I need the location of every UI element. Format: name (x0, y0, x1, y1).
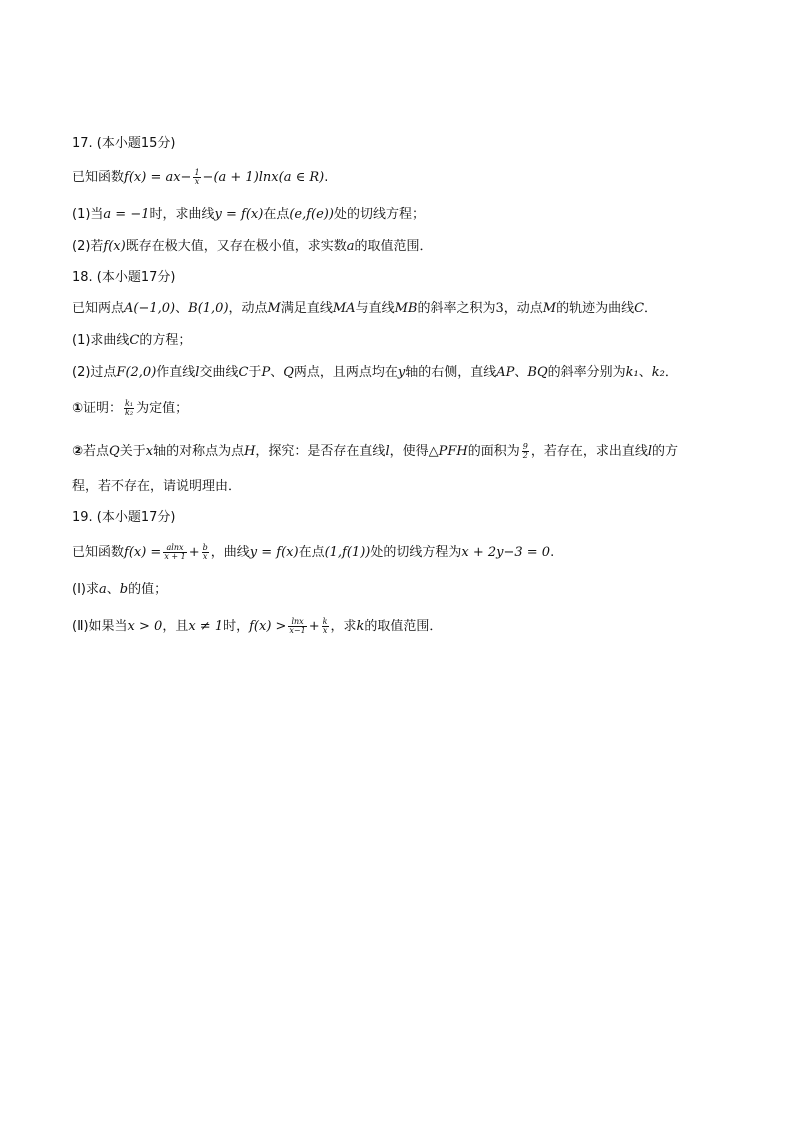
text: 与直线 (355, 301, 395, 316)
fraction-numerator: 1 (194, 168, 200, 177)
text: ，探究：是否存在直线 (255, 444, 386, 459)
text: 在点 (263, 207, 290, 222)
math: H (244, 444, 256, 459)
math: B(1,0) (188, 301, 229, 316)
fraction-denominator: x (202, 552, 208, 561)
math: −(a + 1)lnx(a ∈ R) (202, 170, 325, 185)
fraction-denominator: x (322, 626, 328, 635)
text: (Ⅱ)如果当 (72, 619, 128, 634)
math: MB (394, 301, 418, 316)
q18-claim2-continued: 程，若不存在，请说明理由． (72, 479, 242, 494)
text: . (550, 545, 555, 560)
q19-part1 (72, 580, 167, 600)
text: 轴的右侧，直线 (405, 365, 497, 380)
q17-part2 (72, 237, 433, 257)
math: (1,f(1)) (324, 545, 371, 560)
q18-part1 (72, 331, 191, 351)
math: 3 (495, 301, 504, 316)
fraction-numerator: b (202, 543, 208, 552)
text: 作直线 (156, 365, 196, 380)
fraction (202, 544, 209, 561)
math: l (647, 444, 653, 459)
text: ，动点 (503, 301, 543, 316)
fraction-numerator: 9 (522, 442, 528, 451)
math: x ≠ 1 (188, 619, 224, 634)
fraction-numerator: alnx (163, 544, 186, 553)
fraction (163, 544, 186, 561)
text: 的斜率之积为 (417, 301, 496, 316)
math: + (188, 545, 200, 560)
text: 时， (223, 619, 250, 634)
math: l (195, 365, 200, 380)
fraction-denominator: x−1 (289, 626, 306, 635)
text: 的方程； (139, 333, 192, 348)
text: 证明： (83, 401, 123, 416)
math: a = −1 (103, 207, 150, 222)
q18-part2 (72, 363, 678, 383)
fraction (288, 618, 306, 635)
math: A(−1,0) (124, 301, 176, 316)
text: 、 (270, 365, 284, 380)
text: 已知函数 (72, 545, 125, 560)
math: F(2,0) (116, 365, 157, 380)
fraction-numerator: lnx (288, 618, 306, 627)
text: (1)当 (72, 207, 104, 222)
text: 的取值范围． (364, 619, 443, 634)
text: 时，求曲线 (149, 207, 215, 222)
math: x + 2y−3 = 0 (461, 545, 551, 560)
text: 于 (248, 365, 262, 380)
fraction-numerator: k (322, 617, 328, 626)
text: 的轨迹为曲线 (556, 301, 635, 316)
text: ，且 (162, 619, 189, 634)
fraction-denominator: k₂ (125, 408, 134, 417)
text: 的斜率分别为 (547, 365, 626, 380)
text: 在点 (298, 545, 325, 560)
math: y = f(x) (249, 545, 299, 560)
text: 既存在极大值，又存在极小值，求实数 (125, 239, 347, 254)
text: 已知函数 (72, 170, 125, 185)
q18-claim2 (72, 442, 678, 462)
math: △PFH (428, 444, 468, 459)
math: x > 0 (127, 619, 163, 634)
text: 、 (175, 301, 189, 316)
text: 的方 (652, 444, 679, 459)
circled-number-two: ② (72, 444, 84, 459)
math: y (397, 365, 406, 380)
math: f(x) > (249, 619, 287, 634)
text: ，曲线 (210, 545, 250, 560)
text: (1)求曲线 (72, 333, 130, 348)
fraction (522, 443, 529, 460)
math: MA (332, 301, 356, 316)
q17-stem (72, 168, 328, 188)
q19-header: 19. (本小题17分) (72, 510, 176, 525)
text: 、 (514, 365, 528, 380)
text: ． (664, 365, 678, 380)
text: 满足直线 (280, 301, 333, 316)
text: ，使得 (389, 444, 429, 459)
text: 的值； (128, 582, 168, 597)
circled-number-one: ① (72, 401, 84, 416)
text: 的面积为 (467, 444, 520, 459)
math: f(x) (103, 239, 126, 254)
q18-claim1 (72, 399, 188, 419)
text: 两点，且两点均在 (293, 365, 398, 380)
fraction-denominator: 2 (522, 451, 528, 460)
text: (2)若 (72, 239, 104, 254)
fraction-denominator: x (194, 177, 200, 186)
math: Q (109, 444, 120, 459)
math: f(x) (124, 170, 147, 185)
math: (e,f(e)) (289, 207, 334, 222)
q17-header: 17. (本小题15分) (72, 136, 176, 151)
math: AP (496, 365, 515, 380)
math: x (145, 444, 154, 459)
q18-header: 18. (本小题17分) (72, 270, 176, 285)
text: 的取值范围． (354, 239, 433, 254)
q19-part2 (72, 617, 442, 637)
math: + (308, 619, 320, 634)
math: f(x) = (124, 545, 162, 560)
text: 、 (638, 365, 652, 380)
text: ，若存在，求出直线 (530, 444, 648, 459)
math: y = f(x) (214, 207, 264, 222)
text: 处的切线方程； (333, 207, 425, 222)
text: 轴的对称点为点 (153, 444, 245, 459)
q18-stem (72, 299, 657, 319)
math: l (385, 444, 390, 459)
fraction (124, 400, 134, 417)
math: k₂ (651, 365, 665, 380)
fraction-denominator: x + 1 (164, 552, 186, 561)
math: = ax− (146, 170, 192, 185)
q19-stem (72, 543, 554, 563)
math: a (346, 239, 355, 254)
math: b (119, 582, 129, 597)
math: C (238, 365, 249, 380)
math: k (356, 619, 365, 634)
math: M (267, 301, 281, 316)
text: . (324, 170, 329, 185)
text: ，动点 (228, 301, 268, 316)
fraction-numerator: k₁ (125, 399, 134, 408)
math: C (129, 333, 140, 348)
math: BQ (527, 365, 548, 380)
text: 若点 (83, 444, 110, 459)
text: 已知两点 (72, 301, 125, 316)
math: a (98, 582, 107, 597)
text: 交曲线 (199, 365, 239, 380)
math: C (634, 301, 645, 316)
text: 为定值； (136, 401, 189, 416)
q17-part1 (72, 205, 425, 225)
fraction (322, 618, 329, 635)
text: ，求 (330, 619, 357, 634)
text: ． (644, 301, 658, 316)
text: (2)过点 (72, 365, 117, 380)
text: (Ⅰ)求 (72, 582, 99, 597)
math: Q (283, 365, 294, 380)
text: 关于 (119, 444, 146, 459)
text: 、 (106, 582, 120, 597)
text: 处的切线方程为 (370, 545, 462, 560)
math: M (542, 301, 557, 316)
math: P (261, 365, 271, 380)
math: k₁ (625, 365, 639, 380)
fraction (193, 169, 200, 186)
